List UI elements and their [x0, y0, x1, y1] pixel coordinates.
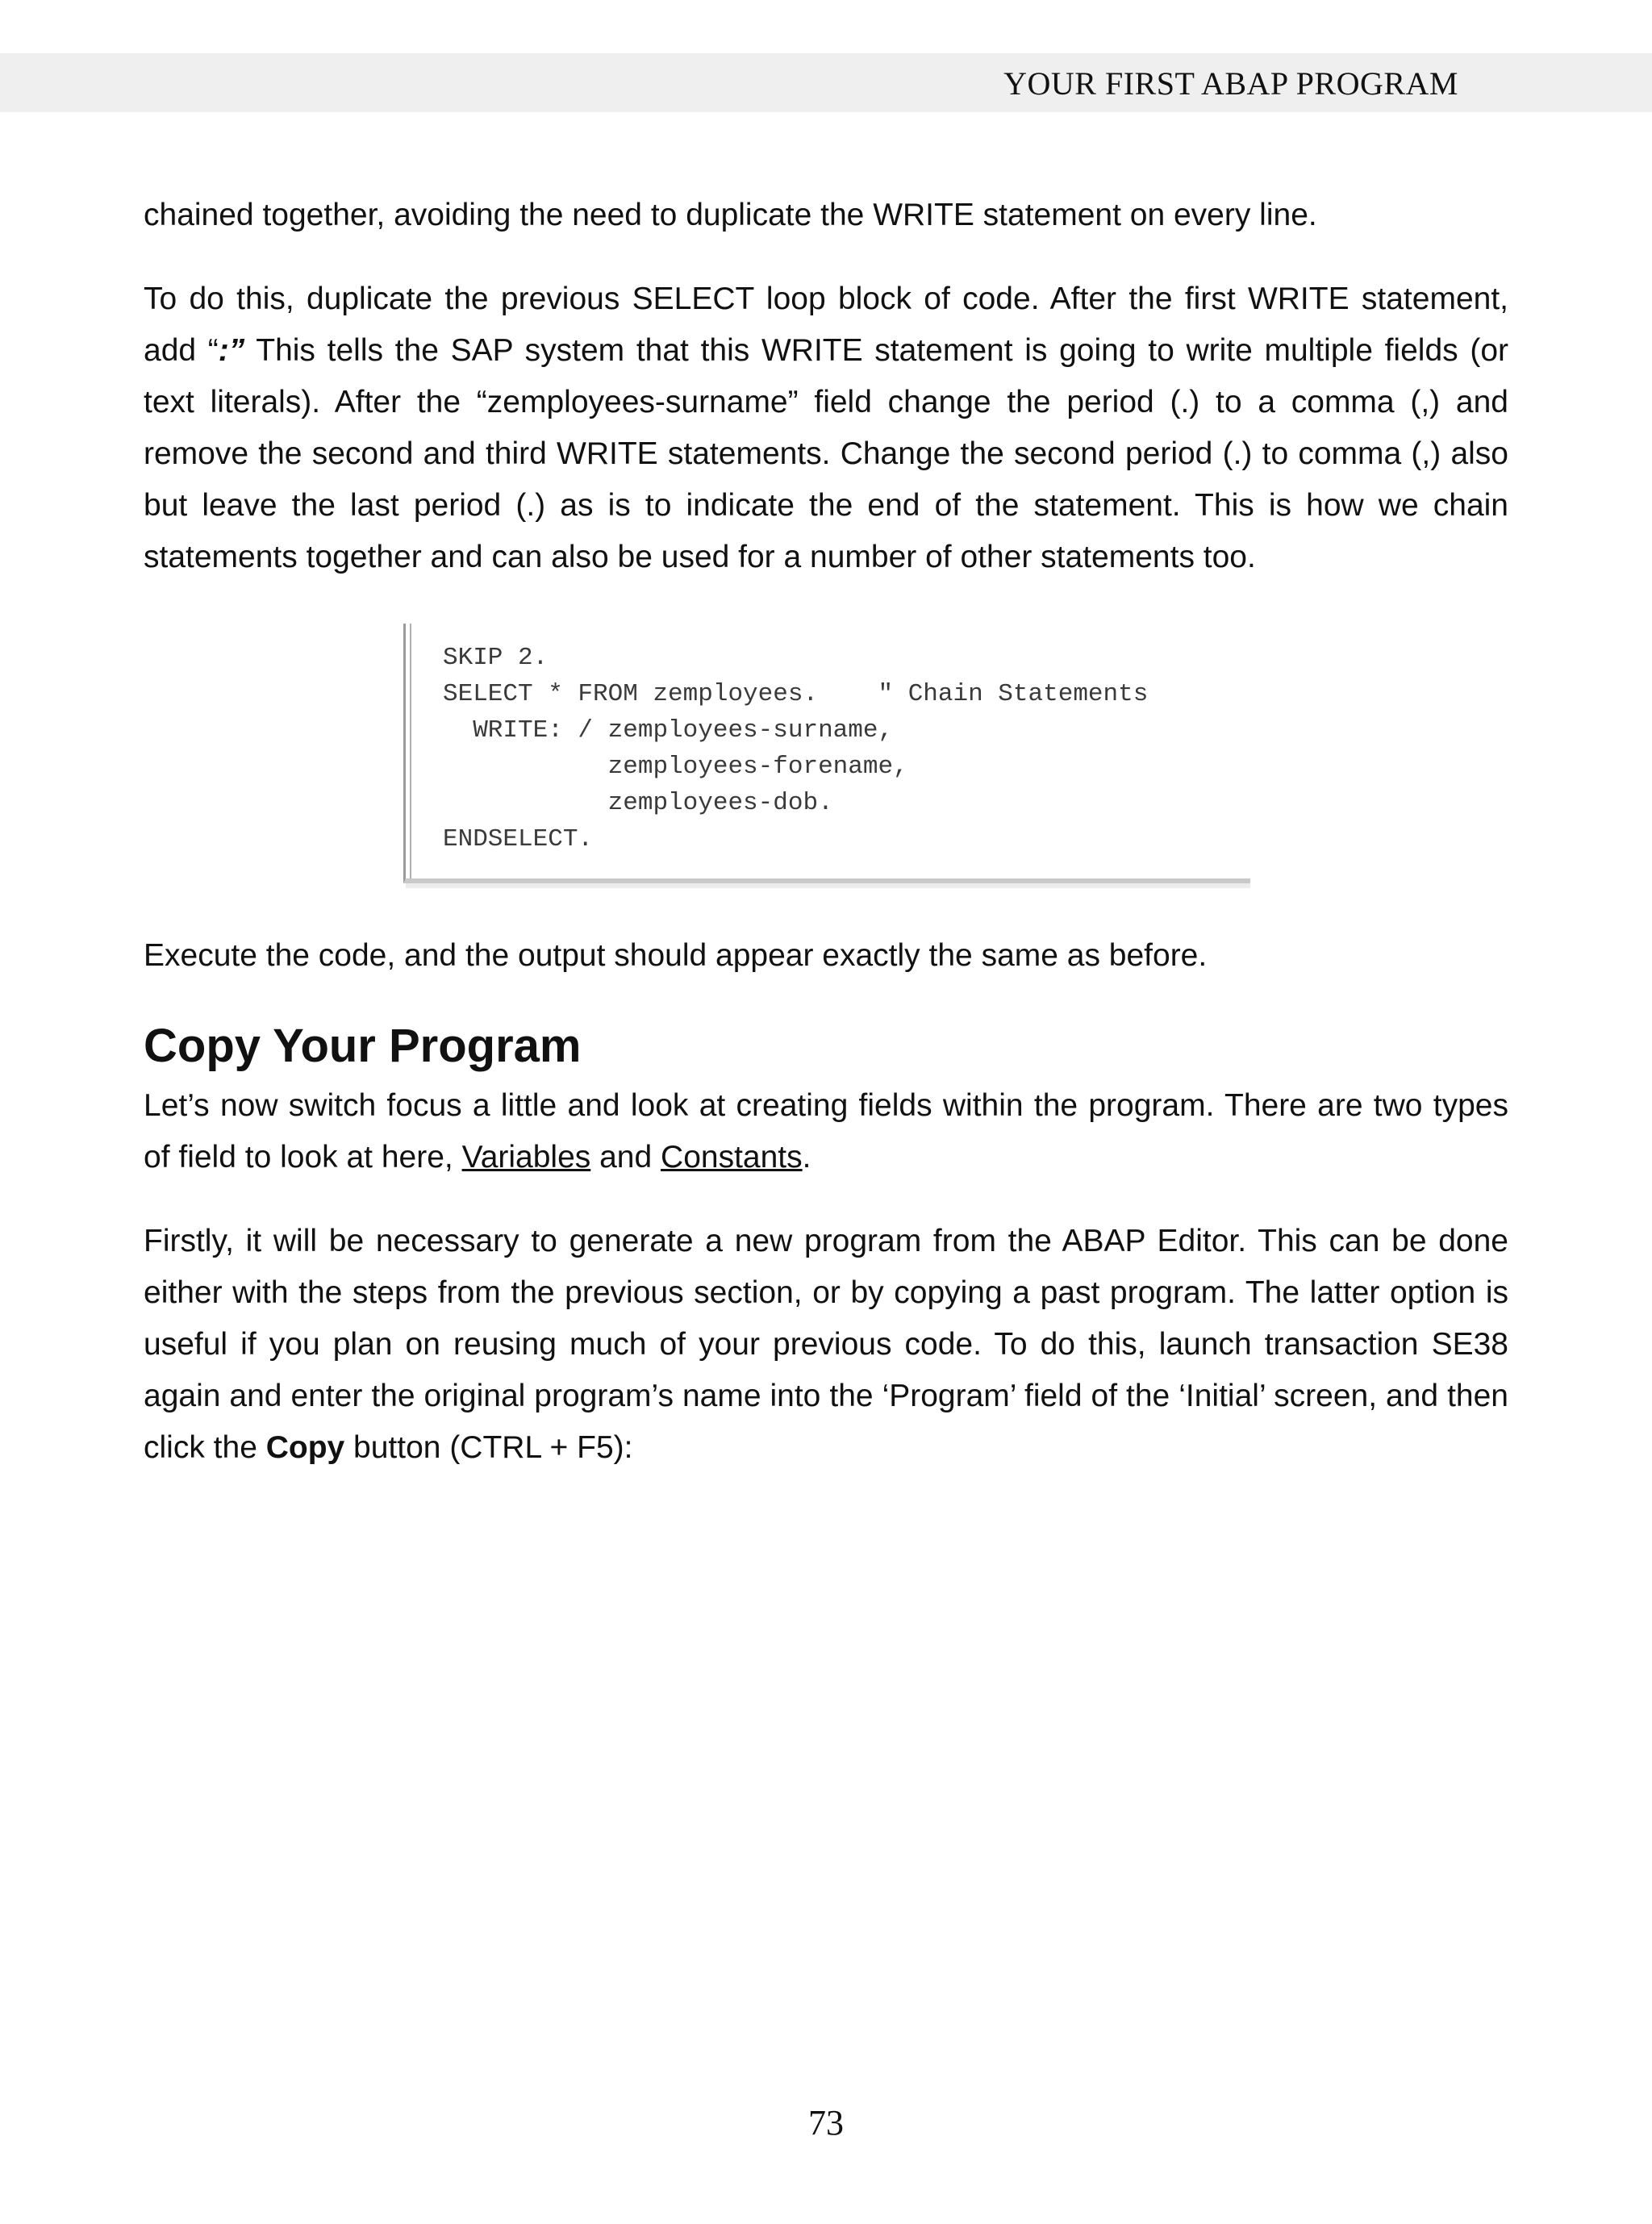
code-line: SELECT * FROM zemployees. " Chain Statements — [443, 680, 1149, 708]
paragraph-copy-program — [144, 1216, 1508, 1474]
paragraph-text: and — [590, 1140, 661, 1175]
code-line: WRITE: / zemployees-surname, — [443, 716, 894, 745]
paragraph-duplicate-instructions — [144, 273, 1508, 583]
page-number: 73 — [808, 2103, 844, 2143]
code-lines — [443, 640, 1148, 857]
colon-literal: :” — [218, 333, 245, 368]
constants-link[interactable]: Constants — [661, 1140, 803, 1175]
running-header-title: YOUR FIRST ABAP PROGRAM — [1003, 65, 1458, 102]
paragraph-execute: Execute the code, and the output should appear exactly the same as before. — [144, 938, 1208, 973]
paragraph-text: Let’s now switch focus a little and look at creating fields within the program. There are two types of field to look at here, — [144, 1088, 1508, 1175]
variables-link[interactable]: Variables — [461, 1140, 591, 1175]
paragraph-text: This tells the SAP system that this WRITE statement is going to write multiple fields (or text literals). After the “zemployees-surname” field change the period (.) to a comma (,) and remove the second and third WRITE statements. Change the second period (.) to comma (,) also but leave the last period (.) as is to indicate the end of the statement. This is how we chain statements together and can also be used for a number of other statements too. — [144, 333, 1508, 574]
code-screenshot — [403, 624, 1250, 883]
paragraph-text: button (CTRL + F5): — [344, 1430, 633, 1465]
copy-button-label: Copy — [265, 1430, 345, 1465]
code-line: zemployees-dob. — [443, 789, 833, 817]
paragraph-text: To do this, duplicate the previous SELECT loop block of code. After the first WRITE statement, add “ — [144, 282, 1508, 368]
paragraph-text: . — [802, 1140, 811, 1175]
section-heading: Copy Your Program — [144, 1020, 582, 1072]
paragraph-field-types — [144, 1080, 1508, 1183]
paragraph-text: Firstly, it will be necessary to generate a new program from the ABAP Editor. This can be done either with the steps from the previous section, or by copying a past program. The latter option is useful if you plan on reusing much of your previous code. To do this, launch transaction SE38 again and enter the original program’s name into the ‘Program’ field of the ‘Initial’ screen, and then click the — [144, 1224, 1508, 1465]
code-line: SKIP 2. — [443, 644, 549, 672]
paragraph-chained: chained together, avoiding the need to duplicate the WRITE statement on every line. — [144, 198, 1317, 232]
page-body — [144, 190, 1508, 1474]
code-line: zemployees-forename, — [443, 753, 908, 781]
code-line: ENDSELECT. — [443, 825, 594, 853]
